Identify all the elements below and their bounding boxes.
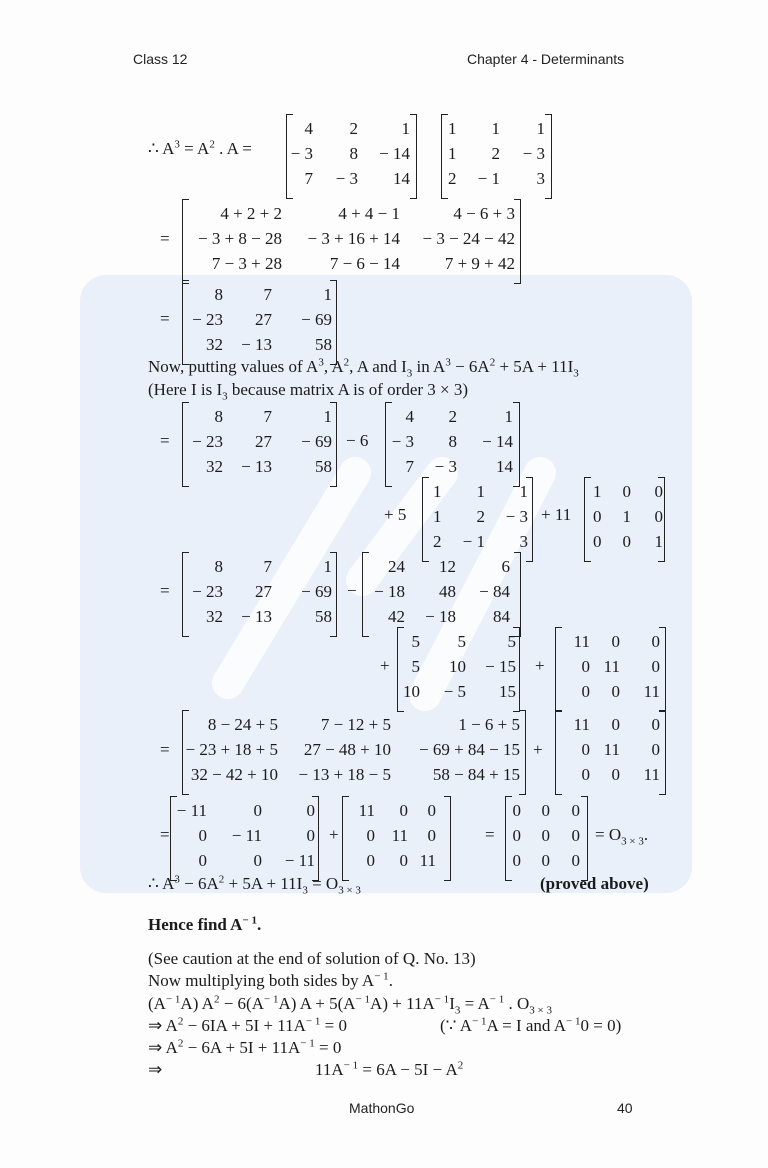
matrix-left-bracket [441,114,448,199]
matrix-cell: − 18 [425,607,456,626]
matrix-cell: 0 [593,507,602,526]
matrix-cell: 58 − 84 + 15 [432,765,520,784]
matrix-cell: − 14 [482,432,513,451]
matrix-cell: − 84 [479,582,510,601]
matrix-cell: 0 [611,632,620,651]
matrix-cell: − 69 + 84 − 15 [418,740,520,759]
matrix-cell: 7 [405,457,414,476]
matrix-right-bracket [513,402,520,487]
matrix-cell: − 13 [241,335,272,354]
matrix-cell: 5 [411,632,420,651]
matrix-cell: 1 [433,507,442,526]
matrix-cell: 8 [214,557,223,576]
eq-implies-1: ⇒ $A^2 - 6IA + 5I + 11A^{- 1} = 0$ [148,1015,347,1035]
matrix-cell: − 3 + 8 − 28 [197,229,282,248]
eq-implies-3-arrow: ⇒ [148,1060,163,1079]
matrix-cell: 12 [439,557,456,576]
matrix-cell: 24 [388,557,405,576]
matrix-cell: − 14 [379,144,410,163]
matrix-left-bracket [182,199,189,284]
matrix-cell: 27 [255,310,272,329]
eq5-op2: + 11 [541,505,572,524]
matrix-cell: 4 [405,407,414,426]
matrix-cell: 0 [651,740,660,759]
matrix-cell: − 11 [176,801,207,820]
eq3-equals: = [160,309,170,328]
matrix-cell: 0 [198,851,207,870]
matrix-cell: 6 [501,557,510,576]
matrix-cell: − 69 [301,432,332,451]
matrix-cell: − 13 + 18 − 5 [298,765,391,784]
matrix-cell: 0 [654,507,663,526]
matrix-cell: 4 + 4 − 1 [338,204,400,223]
matrix-cell: 11 [603,740,620,759]
matrix-cell: 7 [263,557,272,576]
eq6-op: − [347,581,357,600]
matrix-left-bracket [362,552,369,637]
matrix-left-bracket [555,710,562,795]
matrix-cell: 0 [306,826,315,845]
matrix-cell: 0 [581,657,590,676]
matrix-right-bracket [410,114,417,199]
matrix-cell: 0 [512,826,521,845]
matrix-left-bracket [182,402,189,487]
eq1-lhs: ∴ $A^3 = A^2$ . A = [148,138,252,158]
matrix-cell: 4 − 6 + 3 [453,204,515,223]
text-putting-values: Now, putting values of $A^3$, $A^2$, A and $I_3$ in $A^3 - 6A^2 + 5A + 11I_3$ [148,356,579,380]
matrix-cell: 8 [448,432,457,451]
matrix-cell: − 23 [192,310,223,329]
matrix-cell: 1 [401,119,410,138]
matrix-cell: 1 [448,119,457,138]
matrix-cell: 1 [491,119,500,138]
matrix-cell: 11 [419,851,436,870]
matrix-cell: 1 [433,482,442,501]
matrix-cell: 2 [448,169,457,188]
conclusion: ∴ $A^3 - 6A^2 + 5A + 11I_3 = O_{3 \times 3}$ [148,873,361,897]
matrix-cell: 0 [581,682,590,701]
matrix-cell: 0 [512,851,521,870]
matrix-cell: 2 [491,144,500,163]
matrix-left-bracket [555,627,562,712]
matrix-cell: 2 [349,119,358,138]
matrix-left-bracket [182,280,189,365]
matrix-cell: − 18 [374,582,405,601]
matrix-cell: 15 [499,682,516,701]
matrix-cell: 3 [536,169,545,188]
text-here-i: (Here I is $I_3$ because matrix A is of order 3 × 3) [148,380,469,403]
matrix-cell: 0 [427,801,436,820]
matrix-cell: 1 [622,507,631,526]
matrix-cell: 0 [366,826,375,845]
matrix-cell: 0 [366,851,375,870]
matrix-cell: 42 [388,607,405,626]
matrix-cell: 4 + 2 + 2 [220,204,282,223]
matrix-cell: 1 [448,144,457,163]
matrix-cell: − 23 + 18 + 5 [185,740,278,759]
matrix-cell: 27 [255,582,272,601]
text-caution: (See caution at the end of solution of Q. No. 13) [148,949,476,968]
matrix-cell: − 3 [335,169,358,188]
matrix-cell: − 13 [241,457,272,476]
eq7-op1: + [380,656,390,675]
matrix-cell: 27 [255,432,272,451]
matrix-cell: 32 [206,335,223,354]
matrix-cell: 11 [573,632,590,651]
matrix-cell: 48 [439,582,456,601]
eq-implies-3: $11A^{- 1} = 6A - 5I - A^2$ [315,1059,464,1079]
matrix-cell: 0 [593,532,602,551]
header-chapter: Chapter 4 - Determinants [467,51,625,67]
matrix-cell: 0 [622,532,631,551]
matrix-cell: 11 [391,826,408,845]
matrix-cell: 58 [315,335,332,354]
matrix-cell: 2 [433,532,442,551]
matrix-cell: 0 [253,851,262,870]
matrix-cell: 1 [323,407,332,426]
matrix-cell: − 69 [301,582,332,601]
matrix-cell: 0 [541,826,550,845]
matrix-cell: − 15 [485,657,516,676]
matrix-cell: 1 [476,482,485,501]
matrix-cell: 0 [571,801,580,820]
eq7-op2: + [535,656,545,675]
matrix-cell: 10 [449,657,466,676]
matrix-cell: 0 [581,765,590,784]
matrix-cell: 0 [611,682,620,701]
matrix-cell: 32 [206,607,223,626]
matrix-cell: 1 [323,557,332,576]
matrix-cell: 11 [573,715,590,734]
matrix-cell: − 69 [301,310,332,329]
matrix-cell: 0 [399,851,408,870]
eq9-result: = $O_{3 \times 3}$. [595,825,649,848]
matrix-cell: − 3 [522,144,545,163]
eq-implies-2: ⇒ $A^2 - 6A + 5I + 11A^{- 1} = 0$ [148,1037,342,1057]
matrix-cell: 7 − 12 + 5 [320,715,391,734]
matrix-cell: − 3 [505,507,528,526]
matrix-cell: 84 [493,607,510,626]
matrix-cell: 1 [654,532,663,551]
matrix-cell: 11 [358,801,375,820]
matrix-cell: 0 [399,801,408,820]
matrix-cell: 7 [263,285,272,304]
matrix-right-bracket [514,199,521,284]
matrix-cell: 5 [411,657,420,676]
matrix-cell: 8 [349,144,358,163]
footer-brand: MathonGo [349,1100,415,1116]
matrix-cell: 0 [651,715,660,734]
matrix-cell: − 23 [192,432,223,451]
matrix-right-bracket [659,710,666,795]
matrix-cell: 7 − 6 − 14 [329,254,400,273]
matrix-cell: 0 [571,851,580,870]
matrix-cell: 8 [214,285,223,304]
matrix-left-bracket [505,796,512,881]
matrix-left-bracket [342,796,349,881]
matrix-cell: 58 [315,607,332,626]
matrix-cell: 1 [519,482,528,501]
matrix-cell: 10 [403,682,420,701]
matrix-left-bracket [422,477,429,562]
eq-multiplied: $(A^{- 1}A) A^2 - 6(A^{- 1}A) A + 5(A^{- 1}A) + 11A^{- 1}I_3 = A^{- 1}$ . $O_{3 \times 3}$ [148,993,553,1017]
matrix-cell: − 13 [241,607,272,626]
matrix-cell: 0 [306,801,315,820]
matrix-cell: − 5 [443,682,466,701]
matrix-cell: − 11 [284,851,315,870]
matrix-cell: 0 [651,632,660,651]
matrix-cell: 11 [603,657,620,676]
eq5-op1: + 5 [384,505,407,524]
matrix-cell: 0 [651,657,660,676]
matrix-cell: 0 [541,851,550,870]
matrix-cell: 1 [593,482,602,501]
eq-reason: (∵ $A^{- 1}A = I$ and $A^{- 1}0 = 0$) [440,1015,622,1035]
matrix-cell: 0 [198,826,207,845]
matrix-cell: 11 [643,765,660,784]
matrix-right-bracket [545,114,552,199]
matrix-cell: 7 + 9 + 42 [444,254,515,273]
eq6-equals: = [160,581,170,600]
eq9-equals: = [160,825,170,844]
matrix-cell: 1 [504,407,513,426]
matrix-cell: − 1 [462,532,485,551]
matrix-cell: − 23 [192,582,223,601]
matrix-cell: − 3 [434,457,457,476]
matrix-cell: 58 [315,457,332,476]
matrix-cell: 1 − 6 + 5 [458,715,520,734]
matrix-cell: 7 − 3 + 28 [211,254,282,273]
matrix-right-bracket [519,710,526,795]
matrix-right-bracket [444,796,451,881]
header-class: Class 12 [133,51,188,67]
eq8-op: + [533,740,543,759]
matrix-cell: 3 [519,532,528,551]
matrix-cell: − 3 [290,144,313,163]
matrix-cell: 32 [206,457,223,476]
hence-heading: Hence find $A^{- 1}$. [148,914,262,934]
matrix-cell: 4 [304,119,313,138]
matrix-cell: 5 [457,632,466,651]
matrix-cell: 8 − 24 + 5 [207,715,278,734]
matrix-cell: 7 [263,407,272,426]
matrix-cell: 0 [611,765,620,784]
matrix-cell: 14 [496,457,513,476]
matrix-cell: − 1 [477,169,500,188]
matrix-cell: 1 [536,119,545,138]
matrix-cell: 14 [393,169,410,188]
matrix-cell: 0 [512,801,521,820]
proved-above-note: (proved above) [540,874,649,893]
eq2-equals: = [160,229,170,248]
matrix-cell: 0 [622,482,631,501]
matrix-cell: 0 [571,826,580,845]
matrix-cell: 0 [253,801,262,820]
matrix-cell: 5 [507,632,516,651]
matrix-cell: 0 [541,801,550,820]
eq4-op: − 6 [346,431,369,450]
matrix-cell: 32 − 42 + 10 [190,765,278,784]
eq9-eq: = [485,825,495,844]
text-multiplying: Now multiplying both sides by $A^{- 1}$. [148,970,393,990]
eq8-equals: = [160,740,170,759]
matrix-right-bracket [581,796,588,881]
matrix-cell: 0 [581,740,590,759]
matrix-cell: − 11 [231,826,262,845]
matrix-cell: 8 [214,407,223,426]
footer-page-number: 40 [617,1100,633,1116]
matrix-cell: 7 [304,169,313,188]
matrix-cell: 0 [611,715,620,734]
matrix-cell: 2 [448,407,457,426]
matrix-cell: 11 [643,682,660,701]
matrix-left-bracket [584,477,591,562]
matrix-cell: − 3 − 24 − 42 [422,229,515,248]
matrix-left-bracket [182,552,189,637]
matrix-cell: 2 [476,507,485,526]
matrix-cell: − 3 [391,432,414,451]
matrix-cell: 0 [427,826,436,845]
matrix-right-bracket [514,552,521,637]
matrix-cell: 0 [654,482,663,501]
matrix-cell: 27 − 48 + 10 [303,740,391,759]
matrix-cell: 1 [323,285,332,304]
matrix-right-bracket [659,627,666,712]
eq4-equals: = [160,431,170,450]
matrix-cell: − 3 + 16 + 14 [307,229,400,248]
eq9-op: + [329,825,339,844]
